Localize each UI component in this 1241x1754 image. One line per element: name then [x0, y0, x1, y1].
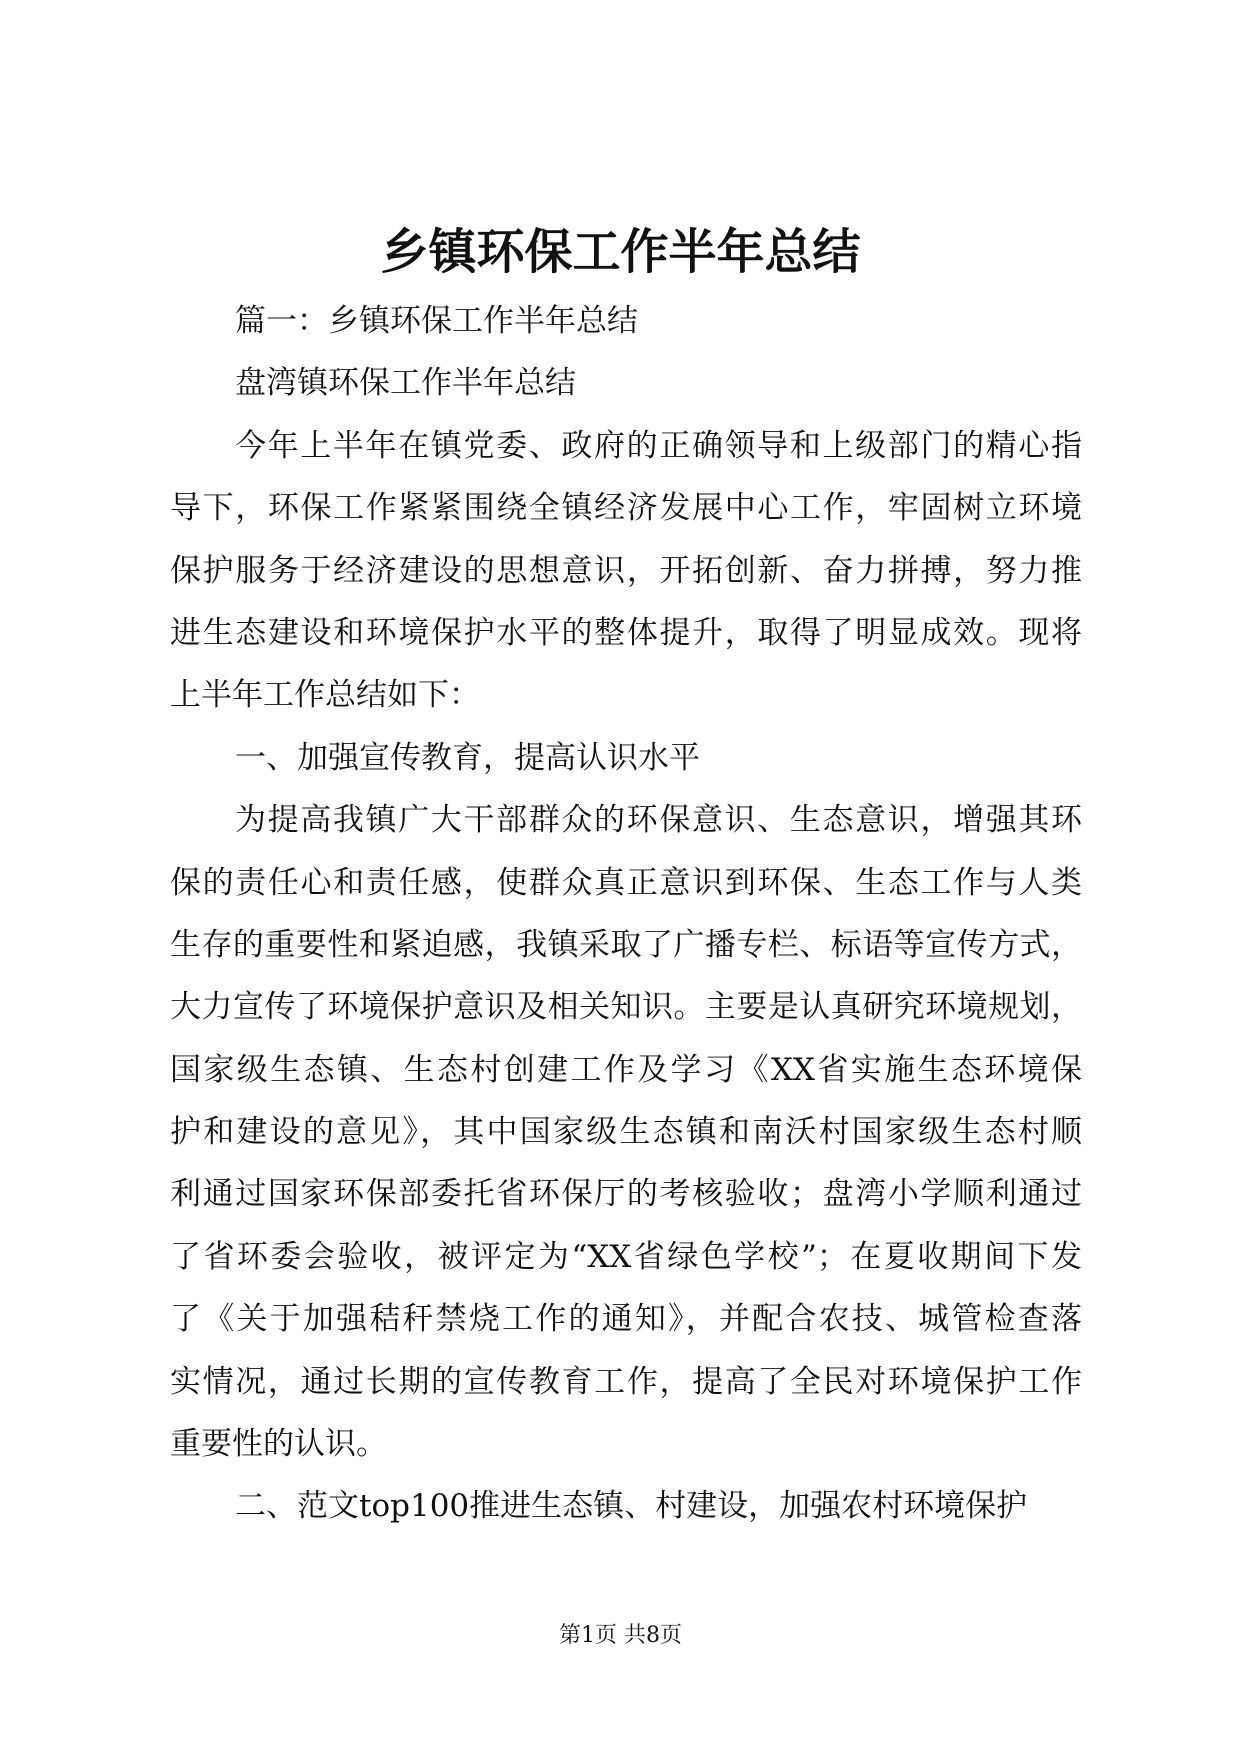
paragraph-line: 导下，环保工作紧紧围绕全镇经济发展中心工作，牢固树立环境	[170, 490, 1082, 527]
paragraph-line: 一、加强宣传教育，提高认识水平	[235, 739, 700, 776]
paragraph-line: 国家级生态镇、生态村创建工作及学习《XX省实施生态环境保	[170, 1051, 1082, 1088]
paragraph-line: 生存的重要性和紧迫感，我镇采取了广播专栏、标语等宣传方式，	[170, 926, 1082, 963]
page-footer: 第1页 共8页	[559, 1623, 682, 1648]
paragraph-line: 大力宣传了环境保护意识及相关知识。主要是认真研究环境规划，	[170, 989, 1082, 1026]
paragraph-line: 盘湾镇环保工作半年总结	[235, 365, 576, 402]
paragraph-line: 重要性的认识。	[170, 1426, 387, 1463]
paragraph-line: 今年上半年在镇党委、政府的正确领导和上级部门的精心指	[235, 427, 1082, 464]
paragraph-line: 二、范文top100推进生态镇、村建设，加强农村环境保护	[235, 1488, 1028, 1525]
paragraph-line: 上半年工作总结如下：	[170, 677, 480, 714]
document-title: 乡镇环保工作半年总结	[380, 224, 861, 280]
paragraph-line: 了省环委会验收，被评定为“XX省绿色学校”；在夏收期间下发	[170, 1238, 1082, 1275]
paragraph-line: 进生态建设和环境保护水平的整体提升，取得了明显成效。现将	[170, 614, 1082, 651]
paragraph-line: 护和建设的意见》，其中国家级生态镇和南沃村国家级生态村顺	[170, 1114, 1082, 1151]
paragraph-line: 保的责任心和责任感，使群众真正意识到环保、生态工作与人类	[170, 864, 1082, 901]
paragraph-line: 利通过国家环保部委托省环保厅的考核验收；盘湾小学顺利通过	[170, 1176, 1082, 1213]
paragraph-line: 为提高我镇广大干部群众的环保意识、生态意识，增强其环	[235, 802, 1082, 839]
paragraph-line: 了《关于加强秸秆禁烧工作的通知》，并配合农技、城管检查落	[170, 1301, 1082, 1338]
paragraph-line: 实情况，通过长期的宣传教育工作，提高了全民对环境保护工作	[170, 1363, 1082, 1400]
paragraph-line: 篇一：乡镇环保工作半年总结	[235, 303, 638, 339]
document-body	[170, 290, 1082, 1538]
paragraph-line: 保护服务于经济建设的思想意识，开拓创新、奋力拼搏，努力推	[170, 552, 1082, 589]
